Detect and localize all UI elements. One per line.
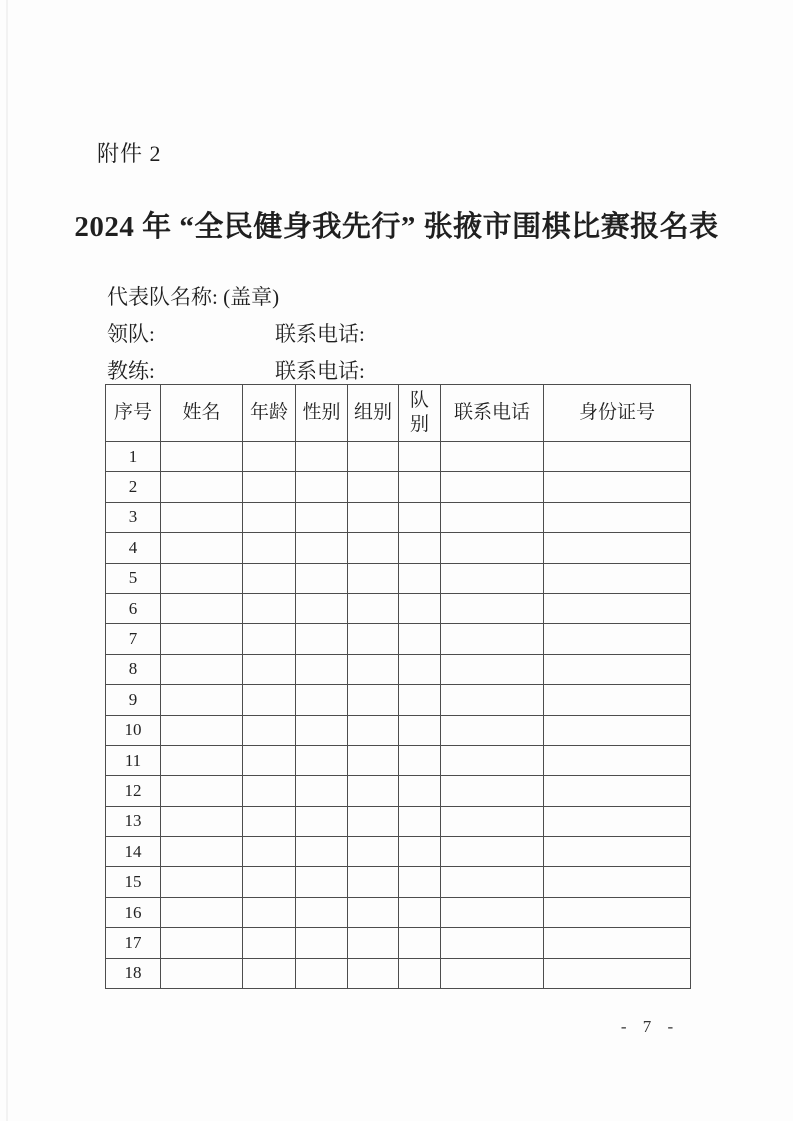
cell-team bbox=[399, 533, 441, 563]
cell-id-number bbox=[544, 928, 691, 958]
team-name-label: 代表队名称: (盖章) bbox=[107, 285, 280, 309]
table-row bbox=[106, 563, 691, 593]
cell-group bbox=[348, 776, 399, 806]
row-number-cell: 1 bbox=[106, 442, 161, 472]
row-number-cell: 2 bbox=[106, 472, 161, 502]
table-row bbox=[106, 472, 691, 502]
cell-phone bbox=[441, 958, 544, 988]
cell-age bbox=[243, 928, 296, 958]
cell-gender bbox=[296, 928, 348, 958]
registration-table bbox=[105, 384, 691, 989]
row-number-cell: 13 bbox=[106, 806, 161, 836]
cell-phone bbox=[441, 897, 544, 927]
table-row bbox=[106, 776, 691, 806]
cell-age bbox=[243, 867, 296, 897]
cell-id-number bbox=[544, 502, 691, 532]
cell-team bbox=[399, 715, 441, 745]
cell-team bbox=[399, 654, 441, 684]
cell-name bbox=[161, 685, 243, 715]
cell-phone bbox=[441, 928, 544, 958]
cell-id-number bbox=[544, 442, 691, 472]
cell-id-number bbox=[544, 897, 691, 927]
cell-name bbox=[161, 928, 243, 958]
cell-group bbox=[348, 867, 399, 897]
cell-age bbox=[243, 502, 296, 532]
row-number-cell: 12 bbox=[106, 776, 161, 806]
cell-group bbox=[348, 624, 399, 654]
cell-name bbox=[161, 624, 243, 654]
cell-name bbox=[161, 897, 243, 927]
cell-team bbox=[399, 867, 441, 897]
registration-table-body bbox=[106, 442, 691, 989]
row-number-cell: 15 bbox=[106, 867, 161, 897]
cell-team bbox=[399, 745, 441, 775]
attachment-label: 附件 2 bbox=[97, 141, 162, 166]
cell-age bbox=[243, 472, 296, 502]
team-name-line bbox=[107, 281, 587, 311]
cell-name bbox=[161, 654, 243, 684]
cell-gender bbox=[296, 776, 348, 806]
row-number-cell: 7 bbox=[106, 624, 161, 654]
cell-group bbox=[348, 502, 399, 532]
cell-phone bbox=[441, 593, 544, 623]
cell-id-number bbox=[544, 715, 691, 745]
col-header-gender: 性别 bbox=[296, 385, 348, 442]
cell-id-number bbox=[544, 563, 691, 593]
table-row bbox=[106, 624, 691, 654]
cell-group bbox=[348, 685, 399, 715]
cell-name bbox=[161, 715, 243, 745]
cell-age bbox=[243, 442, 296, 472]
row-number-cell: 10 bbox=[106, 715, 161, 745]
cell-group bbox=[348, 563, 399, 593]
cell-group bbox=[348, 533, 399, 563]
cell-name bbox=[161, 958, 243, 988]
table-row bbox=[106, 715, 691, 745]
cell-id-number bbox=[544, 685, 691, 715]
cell-gender bbox=[296, 806, 348, 836]
scan-edge-artifact bbox=[6, 0, 8, 1121]
cell-id-number bbox=[544, 745, 691, 775]
col-header-group: 组别 bbox=[348, 385, 399, 442]
cell-team bbox=[399, 837, 441, 867]
cell-age bbox=[243, 624, 296, 654]
cell-gender bbox=[296, 442, 348, 472]
row-number-cell: 16 bbox=[106, 897, 161, 927]
cell-phone bbox=[441, 624, 544, 654]
cell-gender bbox=[296, 563, 348, 593]
row-number-cell: 3 bbox=[106, 502, 161, 532]
cell-id-number bbox=[544, 593, 691, 623]
cell-gender bbox=[296, 897, 348, 927]
row-number-cell: 4 bbox=[106, 533, 161, 563]
cell-group bbox=[348, 472, 399, 502]
cell-phone bbox=[441, 442, 544, 472]
table-row bbox=[106, 685, 691, 715]
col-header-name: 姓名 bbox=[161, 385, 243, 442]
cell-id-number bbox=[544, 776, 691, 806]
cell-team bbox=[399, 928, 441, 958]
row-number-cell: 6 bbox=[106, 593, 161, 623]
cell-team bbox=[399, 563, 441, 593]
col-header-id-number: 身份证号 bbox=[544, 385, 691, 442]
cell-phone bbox=[441, 654, 544, 684]
page-title: 2024 年 “全民健身我先行” 张掖市围棋比赛报名表 bbox=[74, 211, 719, 243]
cell-name bbox=[161, 745, 243, 775]
table-row bbox=[106, 928, 691, 958]
cell-age bbox=[243, 593, 296, 623]
leader-phone-label: 联系电话: bbox=[275, 322, 365, 346]
cell-name bbox=[161, 593, 243, 623]
cell-phone bbox=[441, 837, 544, 867]
cell-id-number bbox=[544, 867, 691, 897]
cell-phone bbox=[441, 776, 544, 806]
table-row bbox=[106, 654, 691, 684]
cell-gender bbox=[296, 715, 348, 745]
cell-age bbox=[243, 745, 296, 775]
row-number-cell: 11 bbox=[106, 745, 161, 775]
cell-gender bbox=[296, 685, 348, 715]
cell-group bbox=[348, 442, 399, 472]
cell-age bbox=[243, 715, 296, 745]
col-header-phone: 联系电话 bbox=[441, 385, 544, 442]
col-header-team: 队别 bbox=[399, 385, 441, 442]
cell-id-number bbox=[544, 958, 691, 988]
cell-name bbox=[161, 502, 243, 532]
cell-gender bbox=[296, 624, 348, 654]
cell-name bbox=[161, 472, 243, 502]
cell-gender bbox=[296, 958, 348, 988]
cell-age bbox=[243, 958, 296, 988]
cell-team bbox=[399, 624, 441, 654]
leader-line bbox=[107, 318, 587, 348]
cell-age bbox=[243, 563, 296, 593]
cell-age bbox=[243, 837, 296, 867]
cell-team bbox=[399, 897, 441, 927]
cell-gender bbox=[296, 472, 348, 502]
cell-gender bbox=[296, 593, 348, 623]
row-number-cell: 9 bbox=[106, 685, 161, 715]
col-header-age: 年龄 bbox=[243, 385, 296, 442]
row-number-cell: 18 bbox=[106, 958, 161, 988]
table-row bbox=[106, 502, 691, 532]
cell-phone bbox=[441, 715, 544, 745]
table-row bbox=[106, 533, 691, 563]
cell-name bbox=[161, 442, 243, 472]
cell-group bbox=[348, 928, 399, 958]
cell-age bbox=[243, 776, 296, 806]
page-number: - 7 - bbox=[620, 1017, 680, 1036]
cell-group bbox=[348, 593, 399, 623]
cell-id-number bbox=[544, 472, 691, 502]
cell-team bbox=[399, 502, 441, 532]
cell-id-number bbox=[544, 533, 691, 563]
leader-label: 领队: bbox=[107, 322, 155, 346]
table-row bbox=[106, 806, 691, 836]
cell-team bbox=[399, 685, 441, 715]
cell-group bbox=[348, 715, 399, 745]
cell-name bbox=[161, 776, 243, 806]
cell-team bbox=[399, 442, 441, 472]
cell-phone bbox=[441, 806, 544, 836]
cell-id-number bbox=[544, 806, 691, 836]
coach-phone-label: 联系电话: bbox=[275, 359, 365, 383]
cell-group bbox=[348, 897, 399, 927]
row-number-cell: 5 bbox=[106, 563, 161, 593]
cell-team bbox=[399, 776, 441, 806]
table-row bbox=[106, 745, 691, 775]
table-header-row bbox=[106, 385, 691, 442]
cell-gender bbox=[296, 837, 348, 867]
cell-group bbox=[348, 654, 399, 684]
cell-id-number bbox=[544, 837, 691, 867]
cell-phone bbox=[441, 472, 544, 502]
table-row bbox=[106, 897, 691, 927]
table-row bbox=[106, 958, 691, 988]
cell-gender bbox=[296, 867, 348, 897]
cell-gender bbox=[296, 502, 348, 532]
cell-team bbox=[399, 958, 441, 988]
cell-phone bbox=[441, 867, 544, 897]
cell-age bbox=[243, 654, 296, 684]
cell-group bbox=[348, 806, 399, 836]
table-row bbox=[106, 837, 691, 867]
cell-name bbox=[161, 837, 243, 867]
cell-gender bbox=[296, 745, 348, 775]
coach-label: 教练: bbox=[107, 359, 155, 383]
cell-name bbox=[161, 867, 243, 897]
cell-phone bbox=[441, 502, 544, 532]
cell-id-number bbox=[544, 624, 691, 654]
cell-age bbox=[243, 685, 296, 715]
row-number-cell: 14 bbox=[106, 837, 161, 867]
table-row bbox=[106, 867, 691, 897]
cell-team bbox=[399, 593, 441, 623]
cell-group bbox=[348, 958, 399, 988]
cell-phone bbox=[441, 685, 544, 715]
cell-gender bbox=[296, 654, 348, 684]
col-header-no: 序号 bbox=[106, 385, 161, 442]
cell-age bbox=[243, 897, 296, 927]
cell-name bbox=[161, 563, 243, 593]
cell-gender bbox=[296, 533, 348, 563]
cell-team bbox=[399, 472, 441, 502]
coach-line bbox=[107, 355, 587, 385]
cell-name bbox=[161, 806, 243, 836]
cell-name bbox=[161, 533, 243, 563]
cell-age bbox=[243, 533, 296, 563]
cell-team bbox=[399, 806, 441, 836]
row-number-cell: 17 bbox=[106, 928, 161, 958]
cell-phone bbox=[441, 563, 544, 593]
row-number-cell: 8 bbox=[106, 654, 161, 684]
cell-phone bbox=[441, 533, 544, 563]
cell-group bbox=[348, 745, 399, 775]
table-row bbox=[106, 593, 691, 623]
cell-group bbox=[348, 837, 399, 867]
table-row bbox=[106, 442, 691, 472]
cell-age bbox=[243, 806, 296, 836]
cell-phone bbox=[441, 745, 544, 775]
cell-id-number bbox=[544, 654, 691, 684]
